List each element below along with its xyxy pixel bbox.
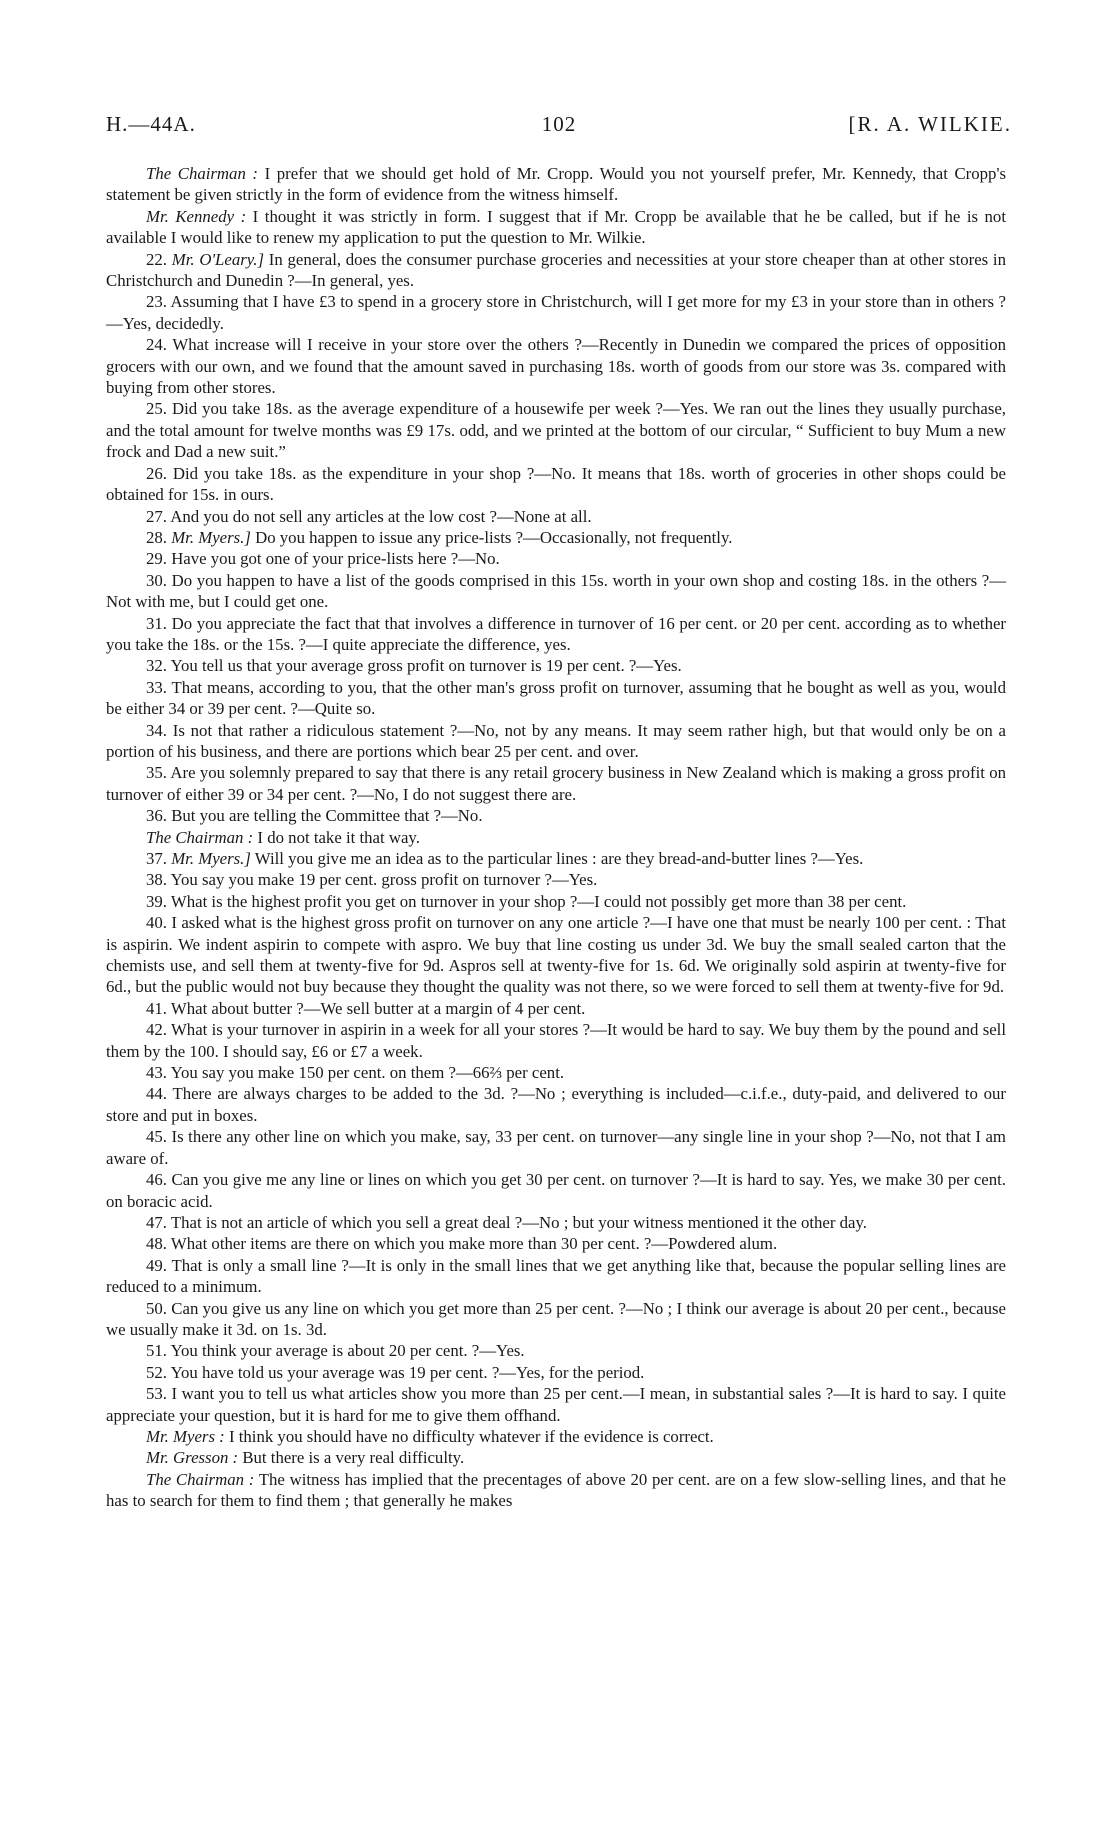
- evidence-paragraph: [106, 848, 1006, 869]
- paragraph-text: Will you give me an idea as to the particular lines : are they bread-and-butter lines ?—Yes.: [250, 849, 864, 868]
- paragraph-text: Do you happen to issue any price-lists ?—Occasionally, not frequently.: [250, 527, 733, 547]
- question-number: 32.: [146, 656, 167, 676]
- paragraph-text: You say you make 19 per cent. gross profit on turnover ?—Yes.: [170, 870, 598, 890]
- paragraph-text: You say you make 150 per cent. on them ?—66⅔ per cent.: [170, 1063, 565, 1083]
- evidence-paragraph: [106, 163, 1006, 206]
- paragraph-text: You have told us your average was 19 per cent. ?—Yes, for the period.: [170, 1362, 645, 1382]
- evidence-paragraph: [106, 1212, 1006, 1233]
- paragraph-text: Did you take 18s. as the average expenditure of a housewife per week ?—Yes. We ran out the lines they usually purchase, and the total amount for twelve months was £9 17s. odd, and we printed at the bottom of our circular, “ Sufficient to buy Mum a new frock and Dad a new suit.”: [106, 399, 1007, 462]
- question-number: 35.: [146, 763, 167, 783]
- question-number: 40.: [146, 913, 167, 933]
- evidence-text: [106, 163, 1006, 1512]
- paragraph-text: Can you give me any line or lines on which you get 30 per cent. on turnover ?—It is hard to say. Yes, we make 30 per cent. on boracic acid.: [106, 1170, 1007, 1211]
- page-header: [106, 112, 1012, 144]
- witness-name: [R. A. WILKIE.: [848, 112, 1012, 136]
- question-number: 28.: [146, 527, 167, 547]
- question-number: 46.: [146, 1170, 167, 1190]
- question-number: 52.: [146, 1362, 167, 1382]
- question-number: 24.: [146, 335, 167, 355]
- evidence-paragraph: [106, 1126, 1006, 1169]
- speaker-name: The Chairman :: [146, 827, 254, 847]
- evidence-paragraph: [106, 1340, 1006, 1361]
- paragraph-text: And you do not sell any articles at the low cost ?—None at all.: [170, 506, 592, 526]
- paragraph-text: I do not take it that way.: [253, 827, 420, 847]
- evidence-paragraph: [106, 613, 1006, 656]
- evidence-paragraph: [106, 1062, 1006, 1083]
- question-number: 26.: [146, 463, 167, 483]
- question-number: 27.: [146, 506, 167, 526]
- paragraph-text: Do you appreciate the fact that that involves a difference in turnover of 16 per cent. or 20 per cent. according as to whether you take the 18s. or the 15s. ?—I quite appreciate the difference, yes.: [106, 613, 1006, 654]
- question-number: 45.: [146, 1127, 167, 1147]
- evidence-paragraph: [106, 1298, 1006, 1341]
- evidence-paragraph: [106, 398, 1006, 462]
- paragraph-text: In general, does the consumer purchase groceries and necessities at your store cheaper than at other stores in Christchurch and Dunedin ?—In general, yes.: [106, 249, 1006, 291]
- question-number: 25.: [146, 399, 167, 419]
- evidence-paragraph: [106, 1083, 1006, 1126]
- evidence-paragraph: [106, 1019, 1006, 1062]
- speaker-name: The Chairman :: [146, 1469, 255, 1489]
- evidence-paragraph: [106, 869, 1006, 890]
- evidence-paragraph: [106, 1233, 1006, 1254]
- evidence-paragraph: [106, 1426, 1006, 1447]
- paragraph-text: Do you happen to have a list of the goods comprised in this 15s. worth in your own shop and costing 18s. in the others ?—Not with me, but I could get one.: [106, 570, 1007, 612]
- question-number: 41.: [146, 998, 167, 1018]
- evidence-paragraph: [106, 249, 1006, 292]
- paragraph-text: That means, according to you, that the other man's gross profit on turnover, assuming that he bought as well as you, would be either 34 or 39 per cent. ?—Quite so.: [106, 677, 1006, 719]
- paragraph-text: What about butter ?—We sell butter at a margin of 4 per cent.: [170, 998, 586, 1018]
- paragraph-text: What is your turnover in aspirin in a week for all your stores ?—It would be hard to say. We buy them by the pound and sell them by the 100. I should say, £6 or £7 a week.: [106, 1020, 1006, 1061]
- question-number: 37.: [146, 849, 167, 868]
- speaker-name: Mr. O'Leary.]: [171, 249, 264, 269]
- evidence-paragraph: [106, 334, 1006, 398]
- speaker-name: Mr. Myers.]: [171, 527, 251, 547]
- evidence-paragraph: [106, 1362, 1006, 1383]
- speaker-name: Mr. Myers.]: [171, 849, 251, 868]
- evidence-paragraph: [106, 291, 1006, 334]
- question-number: 23.: [146, 292, 167, 312]
- paragraph-text: Have you got one of your price-lists here ?—No.: [171, 549, 500, 569]
- report-code: H.—44A.: [106, 112, 196, 136]
- question-number: 48.: [146, 1234, 167, 1254]
- question-number: 38.: [146, 870, 167, 890]
- evidence-paragraph: [106, 1169, 1006, 1212]
- paragraph-text: Did you take 18s. as the expenditure in your shop ?—No. It means that 18s. worth of groceries in other shops could be obtained for 15s. in ours.: [106, 463, 1006, 505]
- evidence-paragraph: [106, 655, 1006, 676]
- evidence-paragraph: [106, 206, 1006, 249]
- paragraph-text: I prefer that we should get hold of Mr. Cropp. Would you not yourself prefer, Mr. Kennedy, that Cropp's statement be given strictly in the form of evidence from the witness himself.: [106, 164, 1006, 205]
- paragraph-text: Can you give us any line on which you get more than 25 per cent. ?—No ; I think our average is about 20 per cent., because we usually make it 3d. on 1s. 3d.: [106, 1298, 1006, 1339]
- paragraph-text: But you are telling the Committee that ?—No.: [171, 806, 483, 826]
- evidence-paragraph: [106, 1447, 1006, 1468]
- paragraph-text: What is the highest profit you get on turnover in your shop ?—I could not possibly get more than 38 per cent.: [170, 891, 907, 911]
- speaker-name: Mr. Gresson :: [146, 1448, 239, 1468]
- evidence-paragraph: [106, 720, 1006, 763]
- question-number: 39.: [146, 891, 167, 911]
- paragraph-text: The witness has implied that the precentages of above 20 per cent. are on a few slow-selling lines, and that he has to search for them to find them ; that generally he makes: [106, 1469, 1007, 1511]
- speaker-name: Mr. Kennedy :: [146, 206, 247, 226]
- paragraph-text: I want you to tell us what articles show you more than 25 per cent.—I mean, in substantial sales ?—It is hard to say. I quite appreciate your question, but it is hard for me to give them offhand.: [106, 1384, 1006, 1425]
- speaker-name: Mr. Myers :: [146, 1426, 225, 1446]
- evidence-paragraph: [106, 891, 1006, 912]
- paragraph-text: That is not an article of which you sell a great deal ?—No ; but your witness mentioned it the other day.: [170, 1212, 867, 1232]
- paragraph-text: I asked what is the highest gross profit on turnover on any one article ?—I have one that must be nearly 100 per cent. : That is aspirin. We indent aspirin to compete with aspro. We buy that line costing us under 3d. We buy the small sealed carton that the chemists use, and sell them at twenty-five for 9d. Aspros sell at twenty-five for 1s. 6d. We originally sold aspirin at twenty-five for 6d., but the public would not buy because they thought the quality was not there, so we were forced to sell them at twenty-five for 9d.: [106, 913, 1007, 997]
- paragraph-text: What other items are there on which you make more than 30 per cent. ?—Powdered alum.: [170, 1234, 778, 1254]
- paragraph-text: That is only a small line ?—It is only in the small lines that we get anything like that, because the popular selling lines are reduced to a minimum.: [106, 1255, 1006, 1297]
- paragraph-text: Is not that rather a ridiculous statement ?—No, not by any means. It may seem rather high, but that would only be on a portion of his business, and there are portions which bear 25 per cent. and over.: [106, 720, 1006, 761]
- question-number: 29.: [146, 549, 167, 569]
- question-number: 47.: [146, 1212, 167, 1232]
- question-number: 33.: [146, 677, 167, 697]
- speaker-name: The Chairman :: [146, 164, 259, 183]
- question-number: 34.: [146, 720, 167, 740]
- evidence-paragraph: [106, 805, 1006, 826]
- evidence-paragraph: [106, 762, 1006, 805]
- paragraph-text: But there is a very real difficulty.: [238, 1448, 465, 1468]
- evidence-paragraph: [106, 463, 1006, 506]
- question-number: 49.: [146, 1255, 167, 1275]
- paragraph-text: Are you solemnly prepared to say that there is any retail grocery business in New Zealand which is making a gross profit on turnover of either 39 or 34 per cent. ?—No, I do not suggest there are.: [106, 763, 1006, 804]
- evidence-paragraph: [106, 1383, 1006, 1426]
- evidence-paragraph: [106, 827, 1006, 848]
- evidence-paragraph: [106, 527, 1006, 548]
- question-number: 42.: [146, 1020, 167, 1040]
- evidence-paragraph: [106, 506, 1006, 527]
- question-number: 30.: [146, 570, 167, 590]
- evidence-paragraph: [106, 998, 1006, 1019]
- evidence-paragraph: [106, 548, 1006, 569]
- question-number: 51.: [146, 1341, 167, 1361]
- paragraph-text: You think your average is about 20 per cent. ?—Yes.: [170, 1341, 525, 1361]
- question-number: 22.: [146, 249, 167, 269]
- page-number: 102: [541, 112, 577, 136]
- paragraph-text: Is there any other line on which you make, say, 33 per cent. on turnover—any single line in your shop ?—No, not that I am aware of.: [106, 1127, 1006, 1168]
- question-number: 43.: [146, 1063, 167, 1083]
- question-number: 44.: [146, 1084, 167, 1104]
- evidence-paragraph: [106, 1255, 1006, 1298]
- question-number: 50.: [146, 1298, 167, 1318]
- paragraph-text: I thought it was strictly in form. I suggest that if Mr. Cropp be available that he be called, but if he is not available I would like to renew my application to put the question to Mr. Wilkie.: [106, 206, 1006, 248]
- paragraph-text: There are always charges to be added to the 3d. ?—No ; everything is included—c.i.f.e., duty-paid, and delivered to our store and put in boxes.: [106, 1084, 1006, 1125]
- evidence-paragraph: [106, 570, 1006, 613]
- evidence-paragraph: [106, 1469, 1006, 1512]
- question-number: 31.: [146, 613, 167, 633]
- paragraph-text: I think you should have no difficulty whatever if the evidence is correct.: [224, 1426, 714, 1446]
- question-number: 53.: [146, 1384, 167, 1404]
- question-number: 36.: [146, 806, 167, 826]
- evidence-paragraph: [106, 912, 1006, 998]
- paragraph-text: What increase will I receive in your store over the others ?—Recently in Dunedin we compared the prices of opposition grocers with our own, and we found that the amount saved in purchasing 18s. worth of goods from our store was 3s. compared with buying from other stores.: [106, 335, 1006, 398]
- paragraph-text: You tell us that your average gross profit on turnover is 19 per cent. ?—Yes.: [170, 656, 682, 676]
- evidence-paragraph: [106, 677, 1006, 720]
- paragraph-text: Assuming that I have £3 to spend in a grocery store in Christchurch, will I get more for my £3 in your store than in others ?—Yes, decidedly.: [106, 292, 1006, 333]
